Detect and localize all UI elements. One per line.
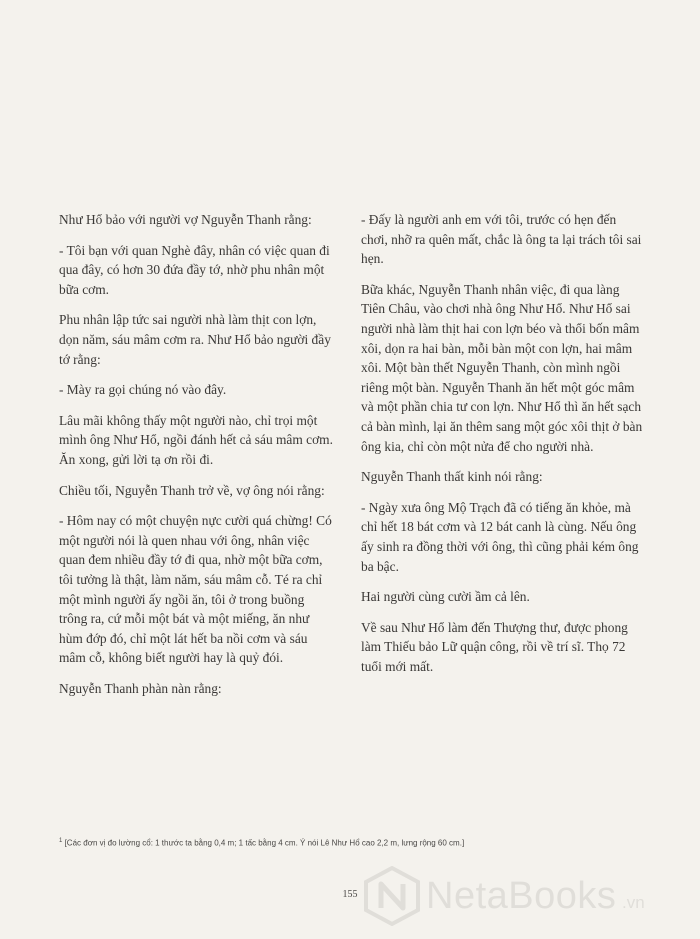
paragraph: Lâu mãi không thấy một người nào, chỉ trọi một mình ông Như Hổ, ngồi đánh hết cả sáu mâm cơm. Ăn xong, gửi lời tạ ơn rồi đi. bbox=[59, 412, 333, 467]
paragraph: Nguyễn Thanh phàn nàn rằng: bbox=[59, 680, 222, 696]
paragraph: Hai người cùng cười ầm cả lên. bbox=[361, 589, 530, 605]
paragraph: Chiều tối, Nguyễn Thanh trở về, vợ ông nói rằng: bbox=[59, 482, 325, 498]
footnote bbox=[59, 836, 659, 849]
footnote-text: [Các đơn vị đo lường cổ: 1 thước ta bằng 0,4 m; 1 tấc bằng 4 cm. Ý nói Lê Như Hổ cao 2,2 m, lưng rộng 60 cm.] bbox=[64, 838, 465, 848]
paragraph: Về sau Như Hổ làm đến Thượng thư, được phong làm Thiếu bảo Lữ quận công, rồi về trí sĩ. Thọ 72 tuổi mới mất. bbox=[361, 619, 628, 674]
footnote-marker: 1 bbox=[59, 838, 63, 844]
netabooks-logo-icon bbox=[364, 866, 420, 926]
paragraph: Như Hổ bảo với người vợ Nguyễn Thanh rằng: bbox=[59, 212, 312, 227]
paragraph: - Đấy là người anh em với tôi, trước có hẹn đến chơi, nhỡ ra quên mất, chắc là ông ta lại trách tôi sai hẹn. bbox=[361, 212, 642, 267]
paragraph: Nguyễn Thanh thất kinh nói rằng: bbox=[361, 469, 543, 485]
paragraph: - Ngày xưa ông Mộ Trạch đã có tiếng ăn khỏe, mà chỉ hết 18 bát cơm và 12 bát canh là cùng. Nếu ông ấy sinh ra đồng thời với ông, thì cũng phải kém ông ba bậc. bbox=[361, 499, 639, 574]
watermark bbox=[364, 866, 694, 926]
paragraph: Phu nhân lập tức sai người nhà làm thịt con lợn, dọn năm, sáu mâm cơm ra. Như Hổ bảo người đầy tớ rằng: bbox=[59, 312, 331, 367]
right-text-column bbox=[361, 210, 645, 687]
paragraph: Bữa khác, Nguyễn Thanh nhân việc, đi qua làng Tiên Châu, vào chơi nhà ông Như Hổ. Như Hổ sai người nhà làm thịt hai con lợn béo và thổi bốn mâm xôi, dọn ra hai bàn, mỗi bàn một con lợn, hai mâm xôi. Một bàn thết Nguyễn Thanh, còn mình ngồi riêng một bàn. Nguyễn Thanh ăn hết một góc mâm và một phần chia tư con lợn. Như Hổ thì ăn hết sạch cả bàn mình, lại ăn thêm sang một góc xôi thịt ở bàn ông kia, chỉ còn một nửa để cho người nhà. bbox=[361, 281, 643, 454]
paragraph: - Tôi bạn với quan Nghè đây, nhân có việc quan đi qua đây, có hơn 30 đứa đầy tớ, nhờ phu nhân một bữa cơm. bbox=[59, 242, 330, 297]
paragraph: - Mày ra gọi chúng nó vào đây. bbox=[59, 382, 227, 398]
page-number: 155 bbox=[342, 889, 358, 900]
left-text-column bbox=[59, 210, 334, 709]
paragraph: - Hôm nay có một chuyện nực cười quá chừng! Có một người nói là quen nhau với ông, nhân việc quan đem nhiều đầy tớ đi qua, nhờ một bữa cơm, tôi tưởng là thật, làm năm, sáu mâm cỗ. Té ra chỉ một mình người ấy ngồi ăn, tôi ở trong buồng trông ra, cứ mỗi một bát và một miếng, ăn như hùm đớp đó, chỉ một lát hết ba nồi cơm và sáu mâm cỗ, không biết người hay là quỷ đói. bbox=[59, 513, 332, 666]
watermark-brand: NetaBooks bbox=[426, 875, 617, 917]
watermark-domain: .vn bbox=[622, 893, 645, 912]
